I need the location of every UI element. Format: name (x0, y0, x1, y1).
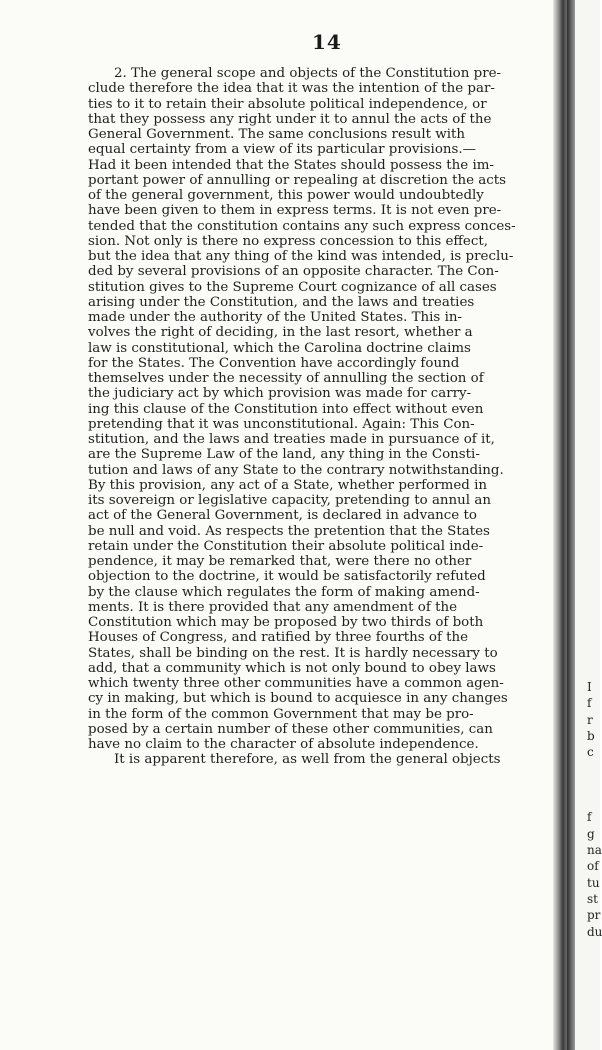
text-line: General Government. The same conclusions result with (88, 127, 466, 142)
adjacent-page-text: b (587, 728, 595, 743)
text-line: posed by a certain number of these other communities, can (88, 721, 493, 737)
text-line: stitution, and the laws and treaties made in pursuance of it, (88, 432, 495, 447)
text-line: Houses of Congress, and ratified by three fourths of the (88, 630, 469, 646)
adjacent-page-text: du (587, 924, 602, 939)
text-line: Constitution which may be proposed by two thirds of both (88, 615, 484, 630)
text-line: objection to the doctrine, it would be satisfactorily refuted (88, 569, 486, 585)
text-line: tution and laws of any State to the contrary notwithstanding. (88, 462, 504, 478)
text-line: retain under the Constitution their absolute political inde- (88, 538, 484, 554)
book-binding-edge (553, 0, 567, 1050)
adjacent-page-text: c (587, 745, 594, 760)
text-line: for the States. The Convention have accordingly found (88, 355, 460, 371)
text-line: but the idea that any thing of the kind was intended, is preclu- (88, 249, 514, 264)
text-line: cy in making, but which is bound to acquiesce in any changes (88, 691, 508, 707)
text-line: ded by several provisions of an opposite character. The Con- (88, 264, 499, 280)
adjacent-page-text: f (587, 696, 592, 711)
body-text (88, 66, 548, 768)
text-line: It is apparent therefore, as well from the general objects (114, 752, 501, 768)
text-line: States, shall be binding on the rest. It is hardly necessary to (88, 645, 498, 661)
text-line: be null and void. As respects the pretention that the States (88, 523, 490, 539)
text-line: ments. It is there provided that any amendment of the (88, 599, 458, 615)
text-line: tended that the constitution contains any such express conces- (88, 218, 516, 234)
adjacent-page-text: I (587, 680, 592, 694)
text-line: add, that a community which is not only bound to obey laws (88, 660, 496, 676)
text-line: themselves under the necessity of annulling the section of (88, 371, 484, 386)
text-line: arising under the Constitution, and the laws and treaties (88, 294, 475, 310)
text-line: in the form of the common Government that may be pro- (88, 706, 474, 722)
text-line: sion. Not only is there no express concession to this effect, (88, 233, 488, 249)
adjacent-page-text: na (587, 843, 602, 857)
text-line: equal certainty from a view of its particular provisions.— (88, 142, 477, 158)
text-line: of the general government, this power would undoubtedly (88, 188, 484, 203)
text-line: have been given to them in express terms. It is not even pre- (88, 203, 502, 219)
adjacent-page-text: of (587, 859, 599, 874)
text-line: 2. The general scope and objects of the Constitution pre- (114, 66, 502, 81)
text-line: stitution gives to the Supreme Court cognizance of all cases (88, 279, 497, 295)
text-line: By this provision, any act of a State, whether performed in (88, 477, 488, 493)
text-line: made under the authority of the United States. This in- (88, 310, 462, 325)
adjacent-page-text: pr (587, 908, 601, 923)
text-line: are the Supreme Law of the land, any thing in the Consti- (88, 447, 480, 463)
text-line: law is constitutional, which the Carolina doctrine claims (88, 340, 471, 356)
adjacent-page-text: st (587, 891, 598, 906)
adjacent-page-fragment (575, 0, 600, 1050)
binding-shadow (567, 0, 575, 1050)
text-line: ing this clause of the Constitution into effect without even (88, 401, 484, 417)
adjacent-page-text: tu (587, 875, 600, 890)
text-line: its sovereign or legislative capacity, pretending to annul an (88, 493, 491, 508)
text-line: that they possess any right under it to annul the acts of the (88, 111, 492, 127)
page-number: 14 (312, 30, 342, 54)
text-line: act of the General Government, is declared in advance to (88, 508, 477, 524)
text-line: Had it been intended that the States should possess the im- (88, 157, 494, 173)
adjacent-page-text: r (587, 712, 593, 727)
text-line: by the clause which regulates the form of making amend- (88, 584, 480, 600)
text-line: pendence, it may be remarked that, were there no other (88, 554, 472, 569)
text-line: have no claim to the character of absolute independence. (88, 737, 479, 752)
text-line: which twenty three other communities have a common agen- (88, 676, 504, 691)
adjacent-page-text: g (587, 826, 595, 841)
text-line: the judiciary act by which provision was made for carry- (88, 386, 472, 402)
text-line: portant power of annulling or repealing at discretion the acts (88, 172, 507, 188)
adjacent-page-text: f (587, 810, 592, 825)
text-line: volves the right of deciding, in the last resort, whether a (88, 325, 473, 341)
text-line: clude therefore the idea that it was the intention of the par- (88, 81, 495, 97)
text-line: pretending that it was unconstitutional. Again: This Con- (88, 416, 475, 432)
text-line: ties to it to retain their absolute political independence, or (88, 96, 487, 112)
